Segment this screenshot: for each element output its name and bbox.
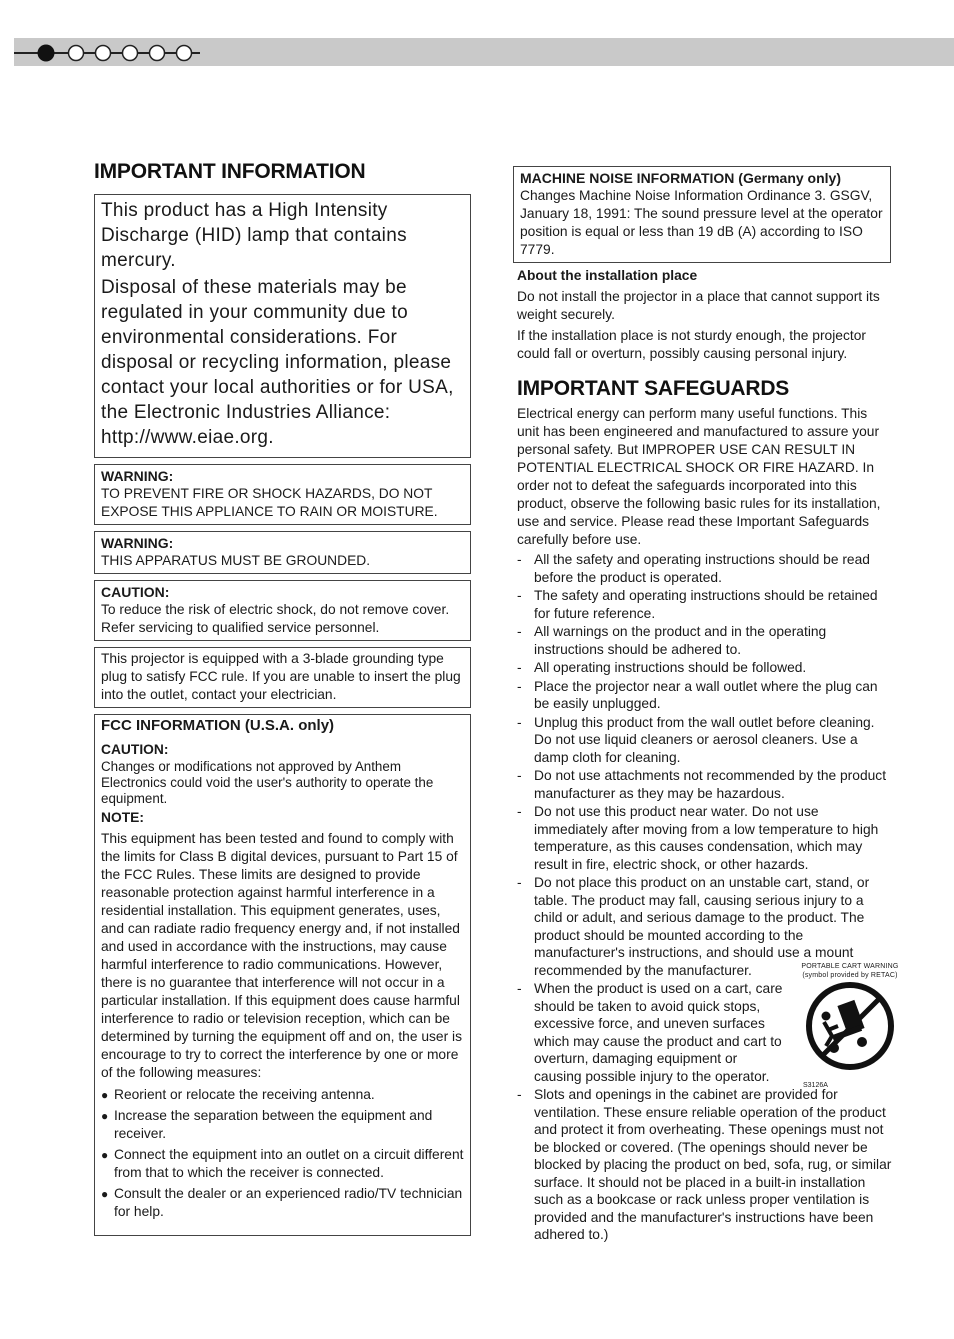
- list-item: - Do not use attachments not recommended by the product manufacturer as they may be hazardous.: [517, 768, 887, 801]
- fcc-measures-list: [101, 1086, 464, 1221]
- fcc-information-box: [94, 714, 471, 1236]
- list-item: - Slots and openings in the cabinet are provided for ventilation. These ensure reliable operation of the product and protect it from overheating. These openings must not be blocked or covered. (The openings should never be blocked by placing the product on bed, sofa, rug, or similar surface. It should not be placed in a built-in installation such as a bookcase or rack unless proper ventilation is provided and the manufacturer's instructions have been adhered to.): [517, 1087, 892, 1242]
- portable-cart-warning-figure: [795, 962, 905, 1094]
- fcc-note-text: This equipment has been tested and found to comply with the limits for Class B digital devices, pursuant to Part 15 of the FCC Rules. These limits are designed to provide reasonable protection against harmful interference in a residential installation. This equipment generates, uses, and can radiate radio frequency energy and, if not installed and used in accordance with the instructions, may cause harmful interference to radio communications. However, there is no guarantee that interference will not occur in a particular installation. If this equipment does cause harmful interference to radio or television reception, which can be determined by turning the equipment off and on, the user is encourage to try to correct the interference by one or more of the following measures:: [101, 831, 462, 1080]
- fcc-caution-heading: CAUTION:: [101, 742, 169, 757]
- list-item: - The safety and operating instructions should be retained for future reference.: [517, 588, 878, 621]
- cart-caption: PORTABLE CART WARNING: [801, 963, 899, 970]
- list-item: ● Consult the dealer or an experienced radio/TV technician for help.: [101, 1186, 463, 1219]
- important-information-title: IMPORTANT INFORMATION: [94, 160, 366, 183]
- caution-box: [94, 580, 471, 641]
- page-progress-dots: [14, 43, 200, 63]
- machine-noise-heading: MACHINE NOISE INFORMATION (Germany only): [520, 170, 841, 186]
- installation-paragraph-2: If the installation place is not sturdy enough, the projector could fall or overturn, possibly causing personal injury.: [517, 328, 866, 361]
- warning-grounded-text: THIS APPARATUS MUST BE GROUNDED.: [101, 553, 371, 568]
- warning-heading: WARNING:: [101, 535, 174, 551]
- list-item: ● Reorient or relocate the receiving antenna.: [101, 1087, 375, 1102]
- progress-dots-icon: [14, 43, 200, 63]
- warning-moisture-text: TO PREVENT FIRE OR SHOCK HAZARDS, DO NOT EXPOSE THIS APPLIANCE TO RAIN OR MOISTURE.: [101, 486, 438, 519]
- portable-cart-warning-icon: [804, 980, 896, 1072]
- hid-paragraph-1: This product has a High Intensity Discharge (HID) lamp that contains mercury.: [101, 200, 407, 271]
- grounding-plug-text: This projector is equipped with a 3-blade grounding type plug to satisfy FCC rule. If you are unable to insert the plug into the outlet, contact your electrician.: [101, 651, 461, 702]
- warning-moisture-box: [94, 464, 471, 525]
- hid-paragraph-2: Disposal of these materials may be regulated in your community due to environmental considerations. For disposal or recycling information, please contact your local authorities or for USA, the Electronic Industries Alliance: http://www.eiae.org.: [101, 277, 454, 448]
- list-item: - Do not place this product on an unstable cart, stand, or table. The product may fall, causing serious injury to a child or adult, and serious damage to the product. The product should be mounted according to the manufacturer's instructions, and should use a mount recommended by the manufacturer.: [517, 875, 870, 978]
- hid-lamp-notice: [94, 194, 471, 458]
- grounding-plug-box: [94, 647, 471, 708]
- list-item: - All warnings on the product and in the operating instructions should be adhered to.: [517, 624, 827, 657]
- list-item-cart: - PORTABLE CART WARNING (symbol provided by RETAC) S3126A When the product is used on a cart, care should be taken to avoid quick stops, excessive force, and uneven surfaces which may cause the product and cart to overturn, damaging equipment or causing possible injury to the operator.: [517, 980, 893, 1085]
- safeguards-list: [513, 551, 899, 1244]
- warning-grounded-box: [94, 531, 471, 574]
- safeguards-intro: Electrical energy can perform many useful functions. This unit has been engineered and manufactured to assure your personal safety. But IMPROPER USE CAN RESULT IN POTENTIAL ELECTRICAL SHOCK OR FIRE HAZARD. In order not to defeat the safeguards incorporated into this product, observe the following basic rules for its installation, use and service. Please read these Important Safeguards carefully before use.: [517, 406, 881, 547]
- installation-heading: About the installation place: [517, 268, 698, 283]
- important-safeguards-title: IMPORTANT SAFEGUARDS: [517, 377, 790, 400]
- bullet-icon: ●: [101, 1148, 109, 1162]
- caution-text: To reduce the risk of electric shock, do not remove cover. Refer servicing to qualified service personnel.: [101, 602, 450, 635]
- fcc-note-heading: NOTE:: [101, 810, 144, 825]
- list-item: - Place the projector near a wall outlet where the plug can be easily unplugged.: [517, 678, 878, 711]
- bullet-icon: ●: [101, 1109, 109, 1123]
- left-column: [94, 160, 471, 1236]
- list-item: - Do not use this product near water. Do not use immediately after moving from a low temperature to high temperature, as this causes condensation, which may result in fire, electric shock, or other hazards.: [517, 804, 879, 872]
- list-item: ● Connect the equipment into an outlet on a circuit different from that to which the receiver is connected.: [101, 1147, 464, 1180]
- cart-code: S3126A: [803, 1081, 828, 1089]
- fcc-title: FCC INFORMATION (U.S.A. only): [101, 717, 335, 734]
- installation-paragraph-1: Do not install the projector in a place that cannot support its weight securely.: [517, 289, 880, 322]
- list-item: ● Increase the separation between the equipment and receiver.: [101, 1108, 433, 1141]
- bullet-icon: ●: [101, 1187, 109, 1201]
- caution-heading: CAUTION:: [101, 584, 170, 600]
- bullet-icon: ●: [101, 1088, 109, 1102]
- right-column: [513, 166, 899, 1245]
- warning-heading: WARNING:: [101, 468, 174, 484]
- cart-caption-sub: (symbol provided by RETAC): [802, 972, 898, 979]
- fcc-caution-text: Changes or modifications not approved by Anthem Electronics could void the user's authority to operate the equipment.: [101, 759, 434, 806]
- machine-noise-text: Changes Machine Noise Information Ordinance 3. GSGV, January 18, 1991: The sound pressure level at the operator position is equal or less than 19 dB (A) according to ISO 7779.: [520, 188, 883, 257]
- machine-noise-box: [513, 166, 891, 263]
- list-item: - All operating instructions should be followed.: [517, 660, 807, 675]
- list-item: - All the safety and operating instructions should be read before the product is operated.: [517, 552, 870, 585]
- list-item: - Unplug this product from the wall outlet before cleaning. Do not use liquid cleaners or aerosol cleaners. Use a damp cloth for cleaning.: [517, 714, 875, 765]
